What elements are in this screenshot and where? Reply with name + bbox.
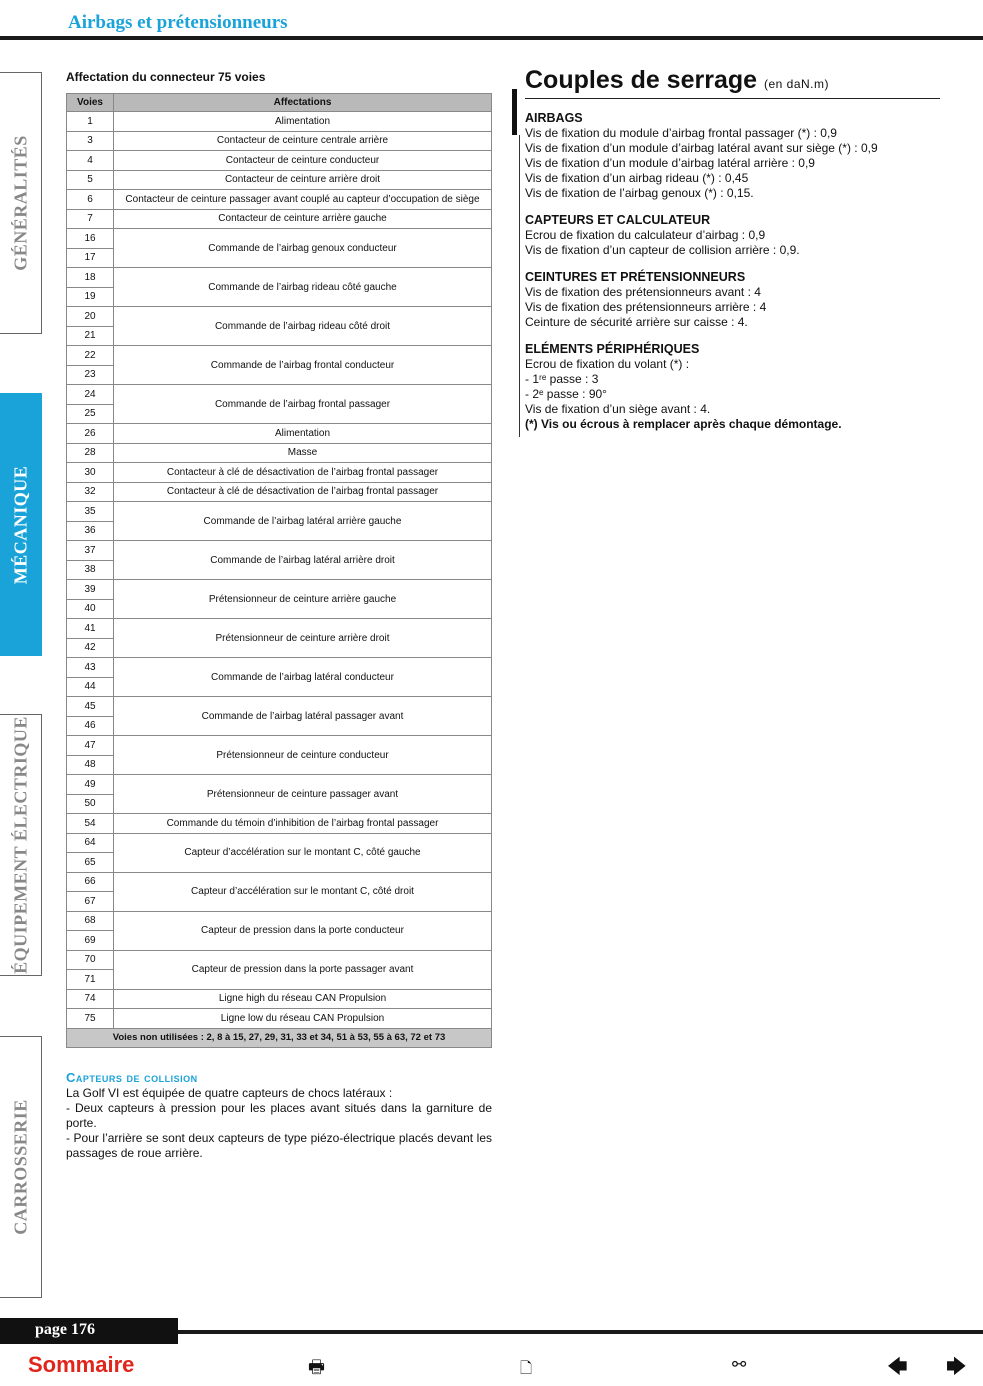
connector-heading: Affectation du connecteur 75 voies bbox=[66, 70, 266, 84]
voie-cell: 39 bbox=[67, 580, 114, 600]
affectation-cell: Commande de l’airbag rideau côté droit bbox=[114, 307, 492, 346]
affectation-cell: Alimentation bbox=[114, 112, 492, 132]
affectation-cell: Commande de l’airbag latéral passager avant bbox=[114, 697, 492, 736]
table-row bbox=[67, 151, 492, 171]
couples-section bbox=[525, 66, 940, 432]
voie-cell: 41 bbox=[67, 619, 114, 639]
torque-line: Vis de fixation de l’airbag genoux (*) : 0,15. bbox=[525, 186, 754, 200]
torque-group bbox=[525, 213, 940, 258]
table-row bbox=[67, 658, 492, 678]
torque-line: Ecrou de fixation du calculateur d’airbag : 0,9 bbox=[525, 228, 766, 242]
table-row bbox=[67, 424, 492, 444]
collision-paragraph: La Golf VI est équipée de quatre capteurs de chocs latéraux : bbox=[66, 1086, 393, 1100]
affectation-cell: Prétensionneur de ceinture passager avant bbox=[114, 775, 492, 814]
unused-voies-note: Voies non utilisées : 2, 8 à 15, 27, 29, 31, 33 et 34, 51 à 53, 55 à 63, 72 et 73 bbox=[67, 1028, 492, 1047]
affectation-cell: Contacteur à clé de désactivation de l’airbag frontal passager bbox=[114, 463, 492, 483]
affectation-cell: Commande de l’airbag rideau côté gauche bbox=[114, 268, 492, 307]
tab-carrosserie-label: CARROSSERIE bbox=[10, 1099, 30, 1235]
voie-cell: 1 bbox=[67, 112, 114, 132]
voie-cell: 64 bbox=[67, 833, 114, 853]
binoculars-icon[interactable]: ⚯ bbox=[732, 1355, 747, 1374]
table-row bbox=[67, 170, 492, 190]
table-row bbox=[67, 443, 492, 463]
affectation-cell: Capteur d’accélération sur le montant C, côté droit bbox=[114, 872, 492, 911]
search-document-icon[interactable]: 🗋 bbox=[520, 1360, 533, 1377]
connector-table-body bbox=[67, 112, 492, 1048]
torque-line: - 1ʳᵉ passe : 3 bbox=[525, 372, 599, 386]
collision-title: Capteurs de collision bbox=[66, 1070, 198, 1085]
torque-group-heading: CAPTEURS ET CALCULATEUR bbox=[525, 213, 711, 227]
voie-cell: 75 bbox=[67, 1009, 114, 1029]
affectation-cell: Ligne low du réseau CAN Propulsion bbox=[114, 1009, 492, 1029]
arrow-left-icon[interactable]: 🡄 bbox=[887, 1356, 908, 1378]
couples-unit: (en daN.m) bbox=[763, 77, 830, 91]
voie-cell: 42 bbox=[67, 638, 114, 658]
connector-table-container bbox=[66, 93, 492, 1048]
affectation-cell: Contacteur de ceinture passager avant couplé au capteur d’occupation de siège bbox=[114, 190, 492, 210]
tab-generalites-label: GÉNÉRALITÉS bbox=[10, 135, 30, 271]
table-row bbox=[67, 112, 492, 132]
affectation-cell: Commande de l’airbag latéral arrière droit bbox=[114, 541, 492, 580]
torque-line: Ecrou de fixation du volant (*) : bbox=[525, 357, 690, 371]
voie-cell: 30 bbox=[67, 463, 114, 483]
voie-cell: 67 bbox=[67, 892, 114, 912]
affectation-cell: Contacteur de ceinture centrale arrière bbox=[114, 131, 492, 151]
tab-equipement-electrique[interactable] bbox=[0, 714, 42, 976]
sommaire-link[interactable]: Sommaire bbox=[28, 1352, 135, 1377]
table-row bbox=[67, 502, 492, 522]
voie-cell: 7 bbox=[67, 209, 114, 229]
table-row bbox=[67, 463, 492, 483]
voie-cell: 66 bbox=[67, 872, 114, 892]
affectation-cell: Commande du témoin d’inhibition de l’airbag frontal passager bbox=[114, 814, 492, 834]
voie-cell: 37 bbox=[67, 541, 114, 561]
accent-bar bbox=[512, 89, 517, 135]
affectation-cell: Contacteur de ceinture arrière droit bbox=[114, 170, 492, 190]
couples-title-text: Couples de serrage bbox=[525, 66, 758, 94]
table-row bbox=[67, 989, 492, 1009]
arrow-right-icon[interactable]: 🡆 bbox=[946, 1356, 967, 1378]
voie-cell: 65 bbox=[67, 853, 114, 873]
voie-cell: 3 bbox=[67, 131, 114, 151]
torque-line: Vis de fixation d’un module d’airbag latéral arrière : 0,9 bbox=[525, 156, 815, 170]
voie-cell: 49 bbox=[67, 775, 114, 795]
voie-cell: 5 bbox=[67, 170, 114, 190]
affectation-cell: Capteur de pression dans la porte passager avant bbox=[114, 950, 492, 989]
replacement-note: (*) Vis ou écrous à remplacer après chaque démontage. bbox=[525, 417, 842, 431]
voie-cell: 20 bbox=[67, 307, 114, 327]
affectation-cell: Alimentation bbox=[114, 424, 492, 444]
affectation-cell: Prétensionneur de ceinture arrière droit bbox=[114, 619, 492, 658]
col-voies-header: Voies bbox=[67, 94, 114, 112]
voie-cell: 43 bbox=[67, 658, 114, 678]
torque-line: Vis de fixation des prétensionneurs arrière : 4 bbox=[525, 300, 767, 314]
voie-cell: 44 bbox=[67, 677, 114, 697]
table-row bbox=[67, 1009, 492, 1029]
table-row bbox=[67, 736, 492, 756]
voie-cell: 71 bbox=[67, 970, 114, 990]
table-row bbox=[67, 131, 492, 151]
affectation-cell: Contacteur à clé de désactivation de l’airbag frontal passager bbox=[114, 482, 492, 502]
voie-cell: 74 bbox=[67, 989, 114, 1009]
voie-cell: 18 bbox=[67, 268, 114, 288]
table-row bbox=[67, 950, 492, 970]
voie-cell: 50 bbox=[67, 794, 114, 814]
torque-line: Vis de fixation des prétensionneurs avant : 4 bbox=[525, 285, 761, 299]
table-row bbox=[67, 209, 492, 229]
affectation-cell: Ligne high du réseau CAN Propulsion bbox=[114, 989, 492, 1009]
affectation-cell: Contacteur de ceinture arrière gauche bbox=[114, 209, 492, 229]
table-row bbox=[67, 814, 492, 834]
voie-cell: 32 bbox=[67, 482, 114, 502]
tab-generalites[interactable] bbox=[0, 72, 42, 334]
affectation-cell: Commande de l’airbag frontal passager bbox=[114, 385, 492, 424]
table-row bbox=[67, 346, 492, 366]
table-row bbox=[67, 911, 492, 931]
table-row bbox=[67, 268, 492, 288]
collision-paragraph: - Deux capteurs à pression pour les places avant situés dans la garniture de porte. bbox=[66, 1101, 492, 1130]
page-number-box bbox=[0, 1318, 178, 1344]
voie-cell: 35 bbox=[67, 502, 114, 522]
couples-title bbox=[525, 66, 940, 99]
tab-equipement-electrique-label: ÉQUIPEMENT ÉLECTRIQUE bbox=[10, 716, 30, 974]
affectation-cell: Commande de l’airbag latéral conducteur bbox=[114, 658, 492, 697]
table-row bbox=[67, 833, 492, 853]
torque-group-heading: CEINTURES ET PRÉTENSIONNEURS bbox=[525, 270, 746, 284]
voie-cell: 54 bbox=[67, 814, 114, 834]
printer-icon[interactable]: 🖶 bbox=[308, 1357, 325, 1377]
col-affectations-header: Affectations bbox=[114, 94, 492, 112]
affectation-cell: Prétensionneur de ceinture conducteur bbox=[114, 736, 492, 775]
table-footer-row bbox=[67, 1028, 492, 1047]
voie-cell: 21 bbox=[67, 326, 114, 346]
table-header-row bbox=[67, 94, 492, 112]
affectation-cell: Commande de l’airbag genoux conducteur bbox=[114, 229, 492, 268]
voie-cell: 68 bbox=[67, 911, 114, 931]
affectation-cell: Capteur de pression dans la porte conducteur bbox=[114, 911, 492, 950]
voie-cell: 40 bbox=[67, 599, 114, 619]
table-row bbox=[67, 482, 492, 502]
torque-group-heading: ELÉMENTS PÉRIPHÉRIQUES bbox=[525, 342, 700, 356]
table-row bbox=[67, 385, 492, 405]
voie-cell: 19 bbox=[67, 287, 114, 307]
tab-mecanique[interactable] bbox=[0, 393, 42, 656]
table-row bbox=[67, 229, 492, 249]
voie-cell: 45 bbox=[67, 697, 114, 717]
torque-group bbox=[525, 270, 940, 330]
affectation-cell: Capteur d’accélération sur le montant C, côté gauche bbox=[114, 833, 492, 872]
affectation-cell: Prétensionneur de ceinture arrière gauche bbox=[114, 580, 492, 619]
torque-line: - 2ᵉ passe : 90° bbox=[525, 387, 607, 401]
table-row bbox=[67, 580, 492, 600]
collision-section bbox=[66, 1070, 492, 1161]
couples-groups bbox=[525, 111, 940, 432]
tab-mecanique-label: MÉCANIQUE bbox=[10, 465, 30, 584]
torque-line: Vis de fixation du module d’airbag frontal passager (*) : 0,9 bbox=[525, 126, 837, 140]
collision-paragraph: - Pour l’arrière se sont deux capteurs de type piézo-électrique placés devant les passages de roue arrière. bbox=[66, 1131, 492, 1160]
torque-group bbox=[525, 342, 940, 432]
column-rule bbox=[519, 135, 520, 437]
affectation-cell: Masse bbox=[114, 443, 492, 463]
tab-carrosserie[interactable] bbox=[0, 1036, 42, 1298]
torque-group-heading: AIRBAGS bbox=[525, 111, 583, 125]
voie-cell: 46 bbox=[67, 716, 114, 736]
page-number: page 176 bbox=[35, 1321, 95, 1338]
voie-cell: 16 bbox=[67, 229, 114, 249]
table-row bbox=[67, 872, 492, 892]
voie-cell: 25 bbox=[67, 404, 114, 424]
torque-line: Ceinture de sécurité arrière sur caisse : 4. bbox=[525, 315, 748, 329]
chapter-title: Airbags et prétensionneurs bbox=[68, 12, 288, 33]
voie-cell: 4 bbox=[67, 151, 114, 171]
torque-line: Vis de fixation d’un airbag rideau (*) : 0,45 bbox=[525, 171, 749, 185]
voie-cell: 48 bbox=[67, 755, 114, 775]
affectation-cell: Commande de l’airbag latéral arrière gauche bbox=[114, 502, 492, 541]
affectation-cell: Commande de l’airbag frontal conducteur bbox=[114, 346, 492, 385]
voie-cell: 28 bbox=[67, 443, 114, 463]
table-row bbox=[67, 307, 492, 327]
voie-cell: 24 bbox=[67, 385, 114, 405]
voie-cell: 38 bbox=[67, 560, 114, 580]
header-rule bbox=[0, 36, 983, 40]
table-row bbox=[67, 619, 492, 639]
torque-line: Vis de fixation d’un siège avant : 4. bbox=[525, 402, 711, 416]
voie-cell: 70 bbox=[67, 950, 114, 970]
voie-cell: 69 bbox=[67, 931, 114, 951]
table-row bbox=[67, 775, 492, 795]
torque-line: Vis de fixation d’un capteur de collision arrière : 0,9. bbox=[525, 243, 800, 257]
torque-group bbox=[525, 111, 940, 201]
voie-cell: 26 bbox=[67, 424, 114, 444]
table-row bbox=[67, 190, 492, 210]
voie-cell: 47 bbox=[67, 736, 114, 756]
table-row bbox=[67, 697, 492, 717]
voie-cell: 6 bbox=[67, 190, 114, 210]
voie-cell: 22 bbox=[67, 346, 114, 366]
table-row bbox=[67, 541, 492, 561]
voie-cell: 17 bbox=[67, 248, 114, 268]
voie-cell: 36 bbox=[67, 521, 114, 541]
connector-table bbox=[66, 93, 492, 1048]
affectation-cell: Contacteur de ceinture conducteur bbox=[114, 151, 492, 171]
torque-line: Vis de fixation d’un module d’airbag latéral avant sur siège (*) : 0,9 bbox=[525, 141, 878, 155]
voie-cell: 23 bbox=[67, 365, 114, 385]
